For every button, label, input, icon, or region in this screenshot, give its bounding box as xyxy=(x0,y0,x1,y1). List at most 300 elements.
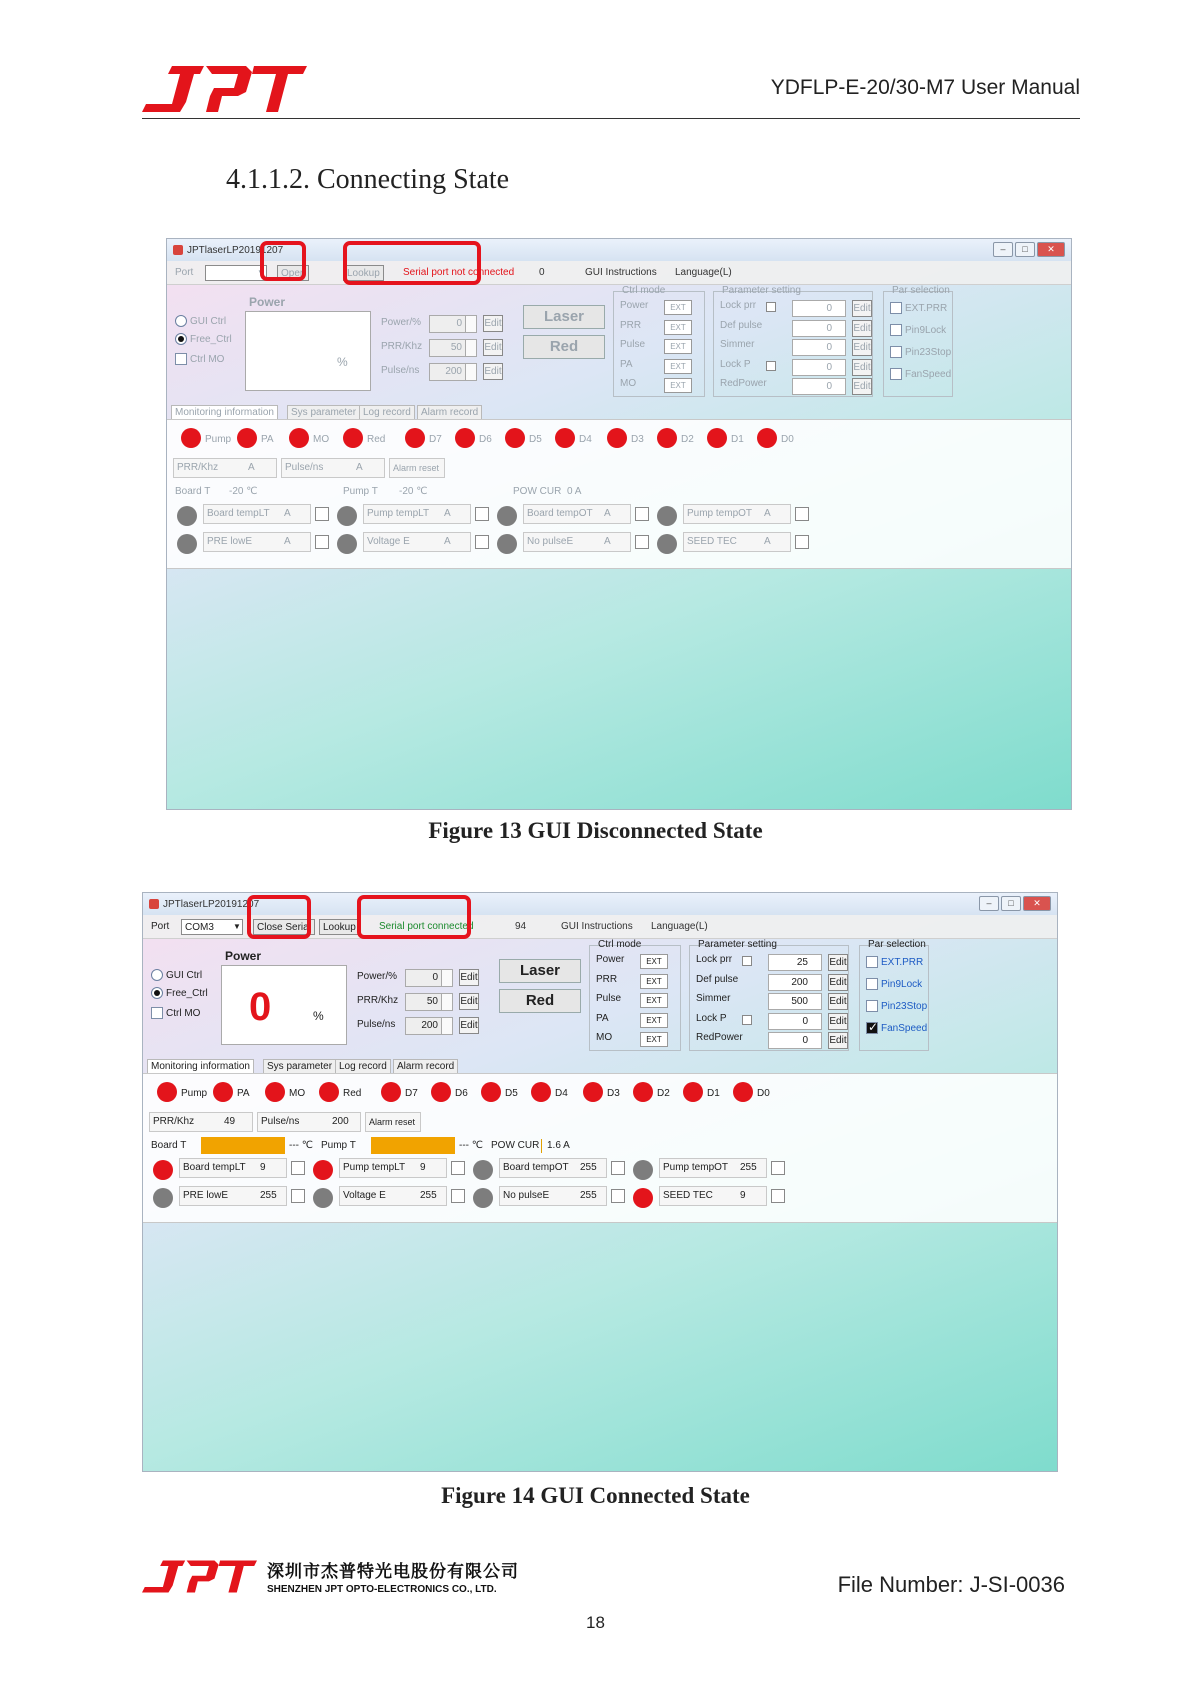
figure-14-caption: Figure 14 GUI Connected State xyxy=(441,1483,750,1508)
ctrl-mode-group xyxy=(613,285,705,397)
red-button[interactable]: Red xyxy=(499,989,581,1013)
checkbox-indicator xyxy=(866,978,878,990)
ext-button[interactable]: EXT xyxy=(640,993,668,1008)
parameter-spinner[interactable]: 0 xyxy=(792,300,846,317)
parameter-row xyxy=(696,1013,850,1029)
alarm-led xyxy=(337,534,357,554)
ext-button[interactable]: EXT xyxy=(664,320,692,335)
power-unit: % xyxy=(313,1009,324,1023)
alarm-label: SEED TEC xyxy=(663,1190,713,1201)
alarm-label: No pulseE xyxy=(527,536,574,547)
gui-instructions-menu[interactable]: GUI Instructions xyxy=(585,267,657,278)
ext-button[interactable]: EXT xyxy=(640,974,668,989)
pulse-readout xyxy=(281,458,385,478)
minimize-button[interactable]: – xyxy=(993,242,1013,257)
ctrl-mode-label: PRR xyxy=(620,319,642,331)
status-led-label: D5 xyxy=(529,434,542,445)
alarm-readout xyxy=(339,1158,447,1178)
pow-cur-value: 0 A xyxy=(567,486,582,497)
tab-monitoring-information[interactable]: Monitoring information xyxy=(147,1059,254,1073)
alarm-value: 255 xyxy=(260,1190,277,1201)
field-spinner[interactable]: 200 xyxy=(429,363,477,381)
highlight-box xyxy=(357,895,471,939)
parameter-label: RedPower xyxy=(696,1032,743,1043)
tab-strip xyxy=(167,403,1071,419)
alarm-label: Voltage E xyxy=(343,1190,386,1201)
ctrl-mode-label: Power xyxy=(596,954,625,965)
free-ctrl-label: Free_Ctrl xyxy=(166,987,208,999)
ext-button[interactable]: EXT xyxy=(640,1013,668,1028)
field-spinner[interactable]: 200 xyxy=(405,1017,453,1035)
app-icon xyxy=(173,245,183,255)
par-selection-label: Pin23Stop xyxy=(881,1000,928,1012)
parameter-label: Lock prr xyxy=(696,954,733,965)
open-serial-button[interactable]: Close Serial xyxy=(253,919,315,935)
gui-window-disconnected xyxy=(166,238,1072,810)
status-led-label: D6 xyxy=(455,1088,468,1099)
alarm-checkbox[interactable] xyxy=(475,507,489,521)
parameter-row xyxy=(720,300,874,316)
alarm-value: 9 xyxy=(740,1190,746,1201)
ctrl-mode-title: Ctrl mode xyxy=(622,285,666,296)
status-led-label: Pump xyxy=(181,1088,208,1099)
status-led-label: D7 xyxy=(405,1088,418,1099)
alarm-readout xyxy=(363,504,471,524)
pulse-value: 200 xyxy=(332,1116,349,1127)
par-selection-item[interactable] xyxy=(890,324,946,336)
alarm-led xyxy=(657,506,677,526)
ctrl-mo-checkbox[interactable] xyxy=(175,353,224,365)
parameter-edit-button[interactable]: Edit xyxy=(852,300,872,317)
status-led-d5 xyxy=(481,1082,501,1102)
alarm-reset-button[interactable]: Alarm reset xyxy=(389,458,445,478)
par-selection-group xyxy=(883,285,953,397)
par-selection-label: Pin23Stop xyxy=(905,346,952,358)
status-led-label: PA xyxy=(237,1088,250,1099)
ctrl-mo-label: Ctrl MO xyxy=(166,1007,201,1019)
parameter-label: Lock P xyxy=(696,1012,727,1024)
par-selection-item[interactable] xyxy=(866,1000,927,1012)
status-led-label: D7 xyxy=(429,434,442,445)
checkbox-indicator xyxy=(890,368,902,380)
status-led-red xyxy=(319,1082,339,1102)
field-edit-button[interactable]: Edit xyxy=(459,969,479,986)
alarm-readout xyxy=(203,532,311,552)
board-temp-label: Board T xyxy=(175,486,211,497)
par-selection-title: Par selection xyxy=(868,939,926,950)
status-led-label: D4 xyxy=(579,434,592,445)
status-led-d1 xyxy=(707,428,727,448)
alarm-readout xyxy=(203,504,311,524)
tab-alarm-record[interactable]: Alarm record xyxy=(417,405,482,419)
par-selection-item[interactable] xyxy=(866,1022,927,1034)
alarm-value: 255 xyxy=(740,1162,757,1173)
parameter-edit-button[interactable]: Edit xyxy=(852,339,872,356)
status-led-d0 xyxy=(733,1082,753,1102)
radio-indicator xyxy=(175,315,187,327)
parameter-edit-button[interactable]: Edit xyxy=(828,993,848,1010)
free-ctrl-label: Free_Ctrl xyxy=(190,333,232,345)
alarm-led xyxy=(313,1160,333,1180)
prr-readout xyxy=(149,1112,253,1132)
alarm-led xyxy=(473,1160,493,1180)
status-led-d5 xyxy=(505,428,525,448)
checkbox-indicator xyxy=(866,1000,878,1012)
laser-button[interactable]: Laser xyxy=(523,305,605,329)
window-title: JPTlaserLP20191207 xyxy=(187,244,284,256)
language-menu[interactable]: Language(L) xyxy=(675,267,732,278)
parameter-row xyxy=(720,320,874,336)
parameter-setting-title: Parameter setting xyxy=(722,285,801,296)
free-ctrl-radio[interactable] xyxy=(151,987,208,999)
alarm-checkbox[interactable] xyxy=(795,535,809,549)
company-name xyxy=(267,1557,519,1595)
pow-cur-label: POW CUR xyxy=(491,1140,540,1151)
gui-ctrl-radio[interactable] xyxy=(151,969,202,981)
ext-button[interactable]: EXT xyxy=(640,1032,668,1047)
ext-button[interactable]: EXT xyxy=(664,300,692,315)
ctrl-mode-row xyxy=(620,320,696,336)
status-led-label: Pump xyxy=(205,434,232,445)
language-menu[interactable]: Language(L) xyxy=(651,921,708,932)
par-selection-item[interactable] xyxy=(890,368,951,380)
parameter-spinner[interactable]: 0 xyxy=(768,1013,822,1030)
ctrl-mode-group xyxy=(589,939,681,1051)
pow-cur-label: POW CUR xyxy=(513,486,562,497)
alarm-checkbox[interactable] xyxy=(795,507,809,521)
parameter-checkbox[interactable] xyxy=(766,361,776,371)
status-led-pa xyxy=(213,1082,233,1102)
alarm-label: SEED TEC xyxy=(687,536,737,547)
status-led-red xyxy=(343,428,363,448)
parameter-checkbox[interactable] xyxy=(742,1015,752,1025)
pulse-readout xyxy=(257,1112,361,1132)
power-display xyxy=(221,965,347,1045)
prr-value: 49 xyxy=(224,1116,236,1127)
tab-strip xyxy=(143,1057,1057,1073)
prr-readout xyxy=(173,458,277,478)
status-led-d7 xyxy=(405,428,425,448)
parameter-edit-button[interactable]: Edit xyxy=(828,954,848,971)
status-led-label: Red xyxy=(367,434,386,445)
field-label: PRR/Khz xyxy=(381,341,423,352)
status-led-d0 xyxy=(757,428,777,448)
ctrl-mode-row xyxy=(620,300,696,316)
checkbox-indicator xyxy=(890,324,902,336)
monitoring-panel xyxy=(167,419,1071,569)
alarm-label: Voltage E xyxy=(367,536,410,547)
parameter-edit-button[interactable]: Edit xyxy=(852,359,872,376)
status-led-mo xyxy=(265,1082,285,1102)
ctrl-mode-row xyxy=(620,359,696,375)
alarm-readout xyxy=(659,1158,767,1178)
parameter-label: Lock prr xyxy=(720,300,757,311)
status-led-d3 xyxy=(583,1082,603,1102)
power-value: 0 xyxy=(249,985,272,1029)
field-edit-button[interactable]: Edit xyxy=(459,993,479,1010)
alarm-value: A xyxy=(604,536,611,547)
alarm-checkbox[interactable] xyxy=(635,535,649,549)
parameter-spinner[interactable]: 500 xyxy=(768,993,822,1010)
status-led-d2 xyxy=(657,428,677,448)
pump-temp-bar xyxy=(371,1137,455,1154)
window-controls xyxy=(993,242,1065,257)
tab-monitoring-information[interactable]: Monitoring information xyxy=(171,405,278,419)
file-number: File Number: J-SI-0036 xyxy=(837,1572,1065,1597)
alarm-checkbox[interactable] xyxy=(611,1161,625,1175)
figure-13-caption: Figure 13 GUI Disconnected State xyxy=(428,818,763,843)
parameter-checkbox[interactable] xyxy=(742,956,752,966)
status-led-label: MO xyxy=(289,1088,306,1099)
free-ctrl-radio[interactable] xyxy=(175,333,232,345)
status-led-label: D2 xyxy=(657,1088,670,1099)
status-led-label: D0 xyxy=(757,1088,770,1099)
board-temp-value: --- ℃ xyxy=(289,1140,313,1151)
par-selection-item[interactable] xyxy=(866,956,923,968)
tab-log-record[interactable]: Log record xyxy=(335,1059,391,1073)
ctrl-mode-title: Ctrl mode xyxy=(598,939,642,950)
ctrl-mo-label: Ctrl MO xyxy=(190,353,225,365)
field-edit-button[interactable]: Edit xyxy=(483,363,503,380)
alarm-label: Pump tempOT xyxy=(687,508,753,519)
status-led-mo xyxy=(289,428,309,448)
alarm-led xyxy=(497,534,517,554)
alarm-label: Board tempLT xyxy=(207,508,270,519)
alarm-readout xyxy=(523,532,631,552)
alarm-led xyxy=(153,1188,173,1208)
field-edit-button[interactable]: Edit xyxy=(459,1017,479,1034)
alarm-checkbox[interactable] xyxy=(635,507,649,521)
alarm-readout xyxy=(499,1186,607,1206)
port-label: Port xyxy=(151,921,170,932)
alarm-label: Pump tempLT xyxy=(343,1162,406,1173)
status-led-label: D1 xyxy=(707,1088,720,1099)
gui-ctrl-label: GUI Ctrl xyxy=(166,969,203,981)
port-select[interactable]: COM3 xyxy=(181,919,243,935)
alarm-readout xyxy=(363,532,471,552)
par-selection-item[interactable] xyxy=(890,302,947,314)
parameter-label: Simmer xyxy=(720,339,755,350)
alarm-label: No pulseE xyxy=(503,1190,550,1201)
status-led-pump xyxy=(157,1082,177,1102)
parameter-row xyxy=(696,993,850,1009)
parameter-edit-button[interactable]: Edit xyxy=(828,1013,848,1030)
alarm-checkbox[interactable] xyxy=(451,1189,465,1203)
close-button[interactable]: ✕ xyxy=(1023,896,1051,911)
pump-temp-value: --- ℃ xyxy=(459,1140,483,1151)
parameter-row xyxy=(720,359,874,375)
alarm-value: A xyxy=(284,536,291,547)
parameter-edit-button[interactable]: Edit xyxy=(852,320,872,337)
prr-label: PRR/Khz xyxy=(177,462,219,473)
parameter-edit-button[interactable]: Edit xyxy=(828,974,848,991)
status-led-pump xyxy=(181,428,201,448)
lookup-button[interactable]: Lookup xyxy=(343,265,384,281)
parameter-spinner[interactable]: 200 xyxy=(768,974,822,991)
alarm-label: Pump tempOT xyxy=(663,1162,729,1173)
board-temp-bar xyxy=(201,1137,285,1154)
parameter-row xyxy=(696,954,850,970)
power-unit: % xyxy=(337,355,348,369)
minimize-button[interactable]: – xyxy=(979,896,999,911)
tab-log-record[interactable]: Log record xyxy=(359,405,415,419)
status-led-d3 xyxy=(607,428,627,448)
alarm-checkbox[interactable] xyxy=(315,535,329,549)
laser-button[interactable]: Laser xyxy=(499,959,581,983)
board-temp-label: Board T xyxy=(151,1140,187,1151)
alarm-checkbox[interactable] xyxy=(771,1161,785,1175)
par-selection-item[interactable] xyxy=(890,346,951,358)
ext-button[interactable]: EXT xyxy=(664,339,692,354)
board-temp-value: -20 ℃ xyxy=(229,486,258,497)
parameter-spinner[interactable]: 25 xyxy=(768,954,822,971)
parameter-edit-button[interactable]: Edit xyxy=(852,378,872,395)
alarm-led xyxy=(177,534,197,554)
field-spinner[interactable]: 0 xyxy=(429,315,477,333)
parameter-label: Lock P xyxy=(720,358,751,370)
par-selection-item[interactable] xyxy=(866,978,922,990)
port-label: Port xyxy=(175,267,194,278)
status-led-d6 xyxy=(455,428,475,448)
tab-alarm-record[interactable]: Alarm record xyxy=(393,1059,458,1073)
ctrl-mode-row xyxy=(620,339,696,355)
port-select-chevron-icon: ▼ xyxy=(233,922,241,931)
packet-count: 0 xyxy=(539,267,545,278)
ctrl-mode-label: Pulse xyxy=(620,339,646,350)
status-led-label: D5 xyxy=(505,1088,518,1099)
alarm-checkbox[interactable] xyxy=(475,535,489,549)
alarm-label: Pump tempLT xyxy=(367,508,430,519)
packet-count: 94 xyxy=(515,921,527,932)
pulse-label: Pulse/ns xyxy=(285,462,324,473)
parameter-row xyxy=(696,1032,850,1048)
field-spinner[interactable]: 50 xyxy=(429,339,477,357)
ext-button[interactable]: EXT xyxy=(664,359,692,374)
parameter-edit-button[interactable]: Edit xyxy=(828,1032,848,1049)
field-edit-button[interactable]: Edit xyxy=(483,339,503,356)
status-led-label: D0 xyxy=(781,434,794,445)
par-selection-label: FanSpeed xyxy=(905,368,952,380)
ctrl-mode-label: PA xyxy=(596,1012,609,1024)
ctrl-mode-label: MO xyxy=(596,1032,613,1043)
alarm-led xyxy=(633,1160,653,1180)
alarm-checkbox[interactable] xyxy=(611,1189,625,1203)
ctrl-mode-row xyxy=(596,993,672,1009)
parameter-label: Simmer xyxy=(696,993,731,1004)
alarm-checkbox[interactable] xyxy=(291,1161,305,1175)
field-label: Pulse/ns xyxy=(357,1019,396,1030)
manual-title: YDFLP-E-20/30-M7 User Manual xyxy=(770,76,1080,99)
ext-button[interactable]: EXT xyxy=(664,378,692,393)
alarm-readout xyxy=(179,1158,287,1178)
gui-ctrl-radio[interactable] xyxy=(175,315,226,327)
port-select-chevron-icon: ▼ xyxy=(257,268,265,277)
alarm-led xyxy=(177,506,197,526)
close-button[interactable]: ✕ xyxy=(1037,242,1065,257)
pow-cur-separator xyxy=(541,1139,542,1153)
ctrl-mo-checkbox[interactable] xyxy=(151,1007,200,1019)
alarm-value: A xyxy=(764,536,771,547)
tab-sys-parameter[interactable]: Sys parameter xyxy=(263,1059,336,1073)
parameter-spinner[interactable]: 0 xyxy=(792,359,846,376)
alarm-label: Board tempOT xyxy=(527,508,593,519)
gui-ctrl-label: GUI Ctrl xyxy=(190,315,227,327)
par-selection-label: FanSpeed xyxy=(881,1022,928,1034)
alarm-label: Board tempOT xyxy=(503,1162,569,1173)
radio-indicator xyxy=(151,987,163,999)
maximize-button[interactable]: □ xyxy=(1001,896,1021,911)
alarm-readout xyxy=(659,1186,767,1206)
field-label: Power/% xyxy=(381,317,422,328)
alarm-led xyxy=(657,534,677,554)
field-edit-button[interactable]: Edit xyxy=(483,315,503,332)
alarm-checkbox[interactable] xyxy=(291,1189,305,1203)
status-led-d4 xyxy=(531,1082,551,1102)
alarm-value: A xyxy=(764,508,771,519)
lookup-button[interactable]: Lookup xyxy=(319,919,360,935)
par-selection-title: Par selection xyxy=(892,285,950,296)
parameter-row xyxy=(720,339,874,355)
status-led-pa xyxy=(237,428,257,448)
status-led-label: D3 xyxy=(607,1088,620,1099)
parameter-setting-group xyxy=(713,285,873,397)
open-serial-button[interactable]: Open xyxy=(277,265,309,281)
parameter-spinner[interactable]: 0 xyxy=(792,339,846,356)
alarm-checkbox[interactable] xyxy=(451,1161,465,1175)
pump-temp-value: -20 ℃ xyxy=(399,486,428,497)
pow-cur-value: 1.6 A xyxy=(547,1140,570,1151)
control-panel xyxy=(143,939,1057,1057)
alarm-led xyxy=(497,506,517,526)
parameter-spinner[interactable]: 0 xyxy=(792,320,846,337)
parameter-spinner[interactable]: 0 xyxy=(792,378,846,395)
checkbox-indicator xyxy=(890,302,902,314)
pulse-value: A xyxy=(356,462,363,473)
ext-button[interactable]: EXT xyxy=(640,954,668,969)
tab-sys-parameter[interactable]: Sys parameter xyxy=(287,405,360,419)
field-spinner[interactable]: 0 xyxy=(405,969,453,987)
checkbox-indicator xyxy=(866,956,878,968)
parameter-checkbox[interactable] xyxy=(766,302,776,312)
alarm-checkbox[interactable] xyxy=(315,507,329,521)
gui-instructions-menu[interactable]: GUI Instructions xyxy=(561,921,633,932)
parameter-label: Def pulse xyxy=(720,319,763,331)
prr-label: PRR/Khz xyxy=(153,1116,195,1127)
checkbox-indicator xyxy=(175,353,187,365)
alarm-readout xyxy=(683,532,791,552)
highlight-box xyxy=(343,241,481,285)
red-button[interactable]: Red xyxy=(523,335,605,359)
radio-indicator xyxy=(175,333,187,345)
highlight-box xyxy=(247,895,311,939)
status-led-label: PA xyxy=(261,434,274,445)
power-title: Power xyxy=(225,949,262,963)
alarm-value: 9 xyxy=(260,1162,266,1173)
alarm-checkbox[interactable] xyxy=(771,1189,785,1203)
alarm-led xyxy=(153,1160,173,1180)
status-led-d7 xyxy=(381,1082,401,1102)
status-led-label: MO xyxy=(313,434,330,445)
maximize-button[interactable]: □ xyxy=(1015,242,1035,257)
alarm-reset-button[interactable]: Alarm reset xyxy=(365,1112,421,1132)
gui-window-connected xyxy=(142,892,1058,1472)
ctrl-mode-row xyxy=(620,378,696,394)
parameter-spinner[interactable]: 0 xyxy=(768,1032,822,1049)
field-spinner[interactable]: 50 xyxy=(405,993,453,1011)
alarm-value: 255 xyxy=(580,1162,597,1173)
par-selection-label: EXT.PRR xyxy=(881,956,924,968)
pump-temp-label: Pump T xyxy=(343,486,378,497)
